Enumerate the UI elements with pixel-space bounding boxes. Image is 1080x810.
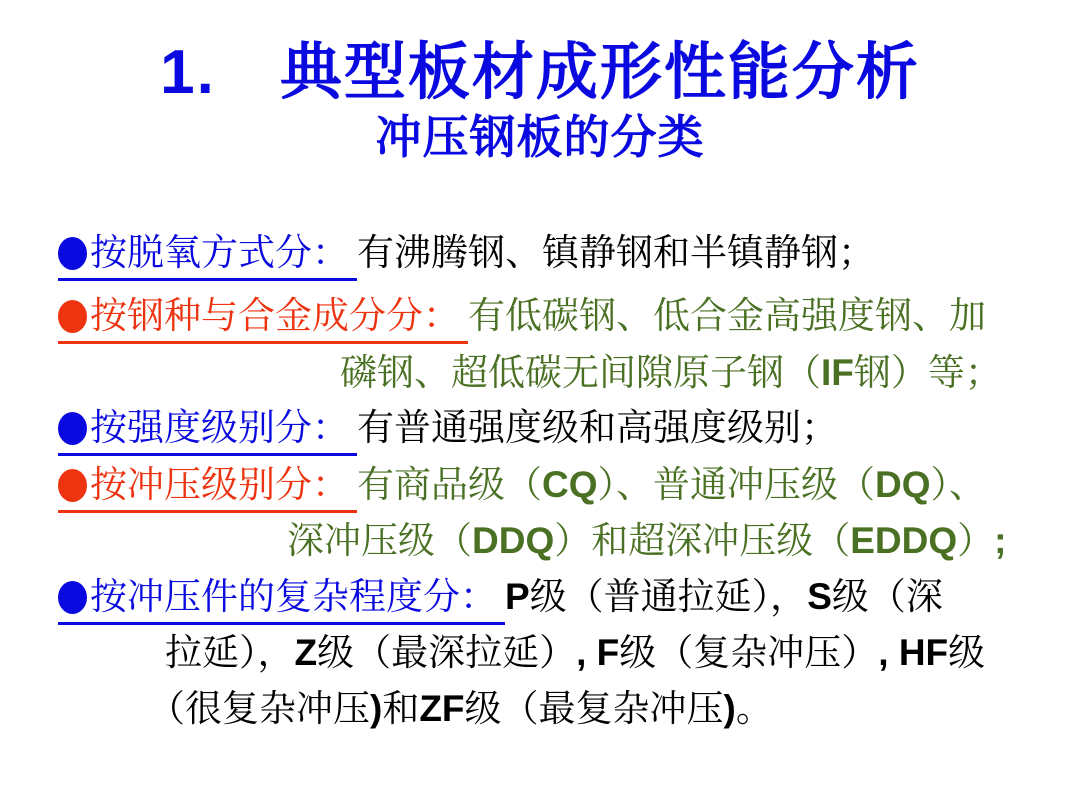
text-segment: , HF: [878, 632, 949, 673]
bullet-stamping-grade-cont: [0, 513, 1080, 569]
text-segment: 有沸腾钢、镇静钢和半镇静钢；: [357, 233, 875, 274]
slide-subtitle: 冲压钢板的分类: [375, 110, 705, 163]
text-segment: 和: [382, 689, 420, 730]
text-segment: ): [723, 688, 736, 729]
text-segment: （很复杂冲压: [148, 689, 370, 730]
text-segment: P: [505, 576, 530, 617]
bullet-part-complexity: [0, 569, 1080, 625]
bullet-icon: [58, 469, 87, 502]
text-segment: 有商品级（: [357, 465, 542, 506]
text-segment: ZF: [419, 688, 465, 729]
bullet-label: [58, 464, 357, 513]
text-segment: 有普通强度级和高强度级别；: [357, 408, 838, 449]
text-segment: ）和超深冲压级（: [554, 521, 851, 562]
text-segment: 级: [948, 633, 986, 674]
text-segment: 磷钢、超低碳无间隙原子钢（: [340, 353, 821, 394]
text-segment: 钢）等；: [853, 353, 1002, 394]
text-segment: IF: [821, 352, 854, 393]
text-segment: Z: [294, 632, 318, 673]
bullet-alloy-composition: [0, 289, 1080, 345]
label-text: 按脱氧方式分：: [90, 233, 349, 274]
label-text: 按强度级别分：: [90, 408, 349, 449]
bullet-strength-grade: [0, 401, 1080, 457]
text-segment: ）、: [930, 465, 986, 506]
text-segment: DQ: [875, 464, 931, 505]
text-segment: ): [370, 688, 383, 729]
text-segment: ）、普通冲压级（: [597, 465, 875, 506]
bullet-list: [0, 226, 1080, 737]
text-segment: CQ: [542, 464, 598, 505]
bullet-label: [58, 232, 357, 281]
label-text: 按冲压级别分：: [90, 465, 349, 506]
text-segment: 级（深: [831, 577, 943, 618]
text-segment: 。: [735, 689, 773, 730]
bullet-icon: [58, 237, 87, 270]
bullet-icon: [58, 300, 87, 333]
text-segment: 级（普通拉延），: [529, 577, 808, 618]
text-segment: ;: [994, 520, 1007, 561]
text-segment: DDQ: [472, 520, 555, 561]
text-segment: ）: [957, 521, 995, 562]
bullet-deoxidation: [0, 226, 1080, 282]
bullet-label: [58, 576, 505, 625]
bullet-part-complexity-cont2: [0, 681, 1080, 737]
label-text: 按钢种与合金成分分：: [90, 296, 460, 337]
text-segment: 深冲压级（: [287, 521, 472, 562]
bullet-icon: [58, 412, 87, 445]
bullet-stamping-grade: [0, 457, 1080, 513]
text-segment: , F: [576, 632, 620, 673]
text-segment: 有低碳钢、低合金高强度钢、加: [468, 296, 986, 337]
bullet-label: [58, 295, 468, 344]
bullet-icon: [58, 581, 87, 614]
text-segment: 拉延），: [165, 633, 295, 674]
slide-title: 1. 典型板材成形性能分析: [160, 38, 920, 107]
text-segment: 级（最深拉延）: [317, 633, 577, 674]
text-segment: S: [807, 576, 832, 617]
title-block: [0, 34, 1080, 162]
text-segment: 级（最复杂冲压: [464, 689, 724, 730]
bullet-alloy-composition-cont: [0, 345, 1080, 401]
text-segment: EDDQ: [850, 520, 958, 561]
text-segment: 级（复杂冲压）: [619, 633, 879, 674]
bullet-part-complexity-cont1: [0, 625, 1080, 681]
bullet-label: [58, 407, 357, 456]
label-text: 按冲压件的复杂程度分：: [90, 577, 497, 618]
